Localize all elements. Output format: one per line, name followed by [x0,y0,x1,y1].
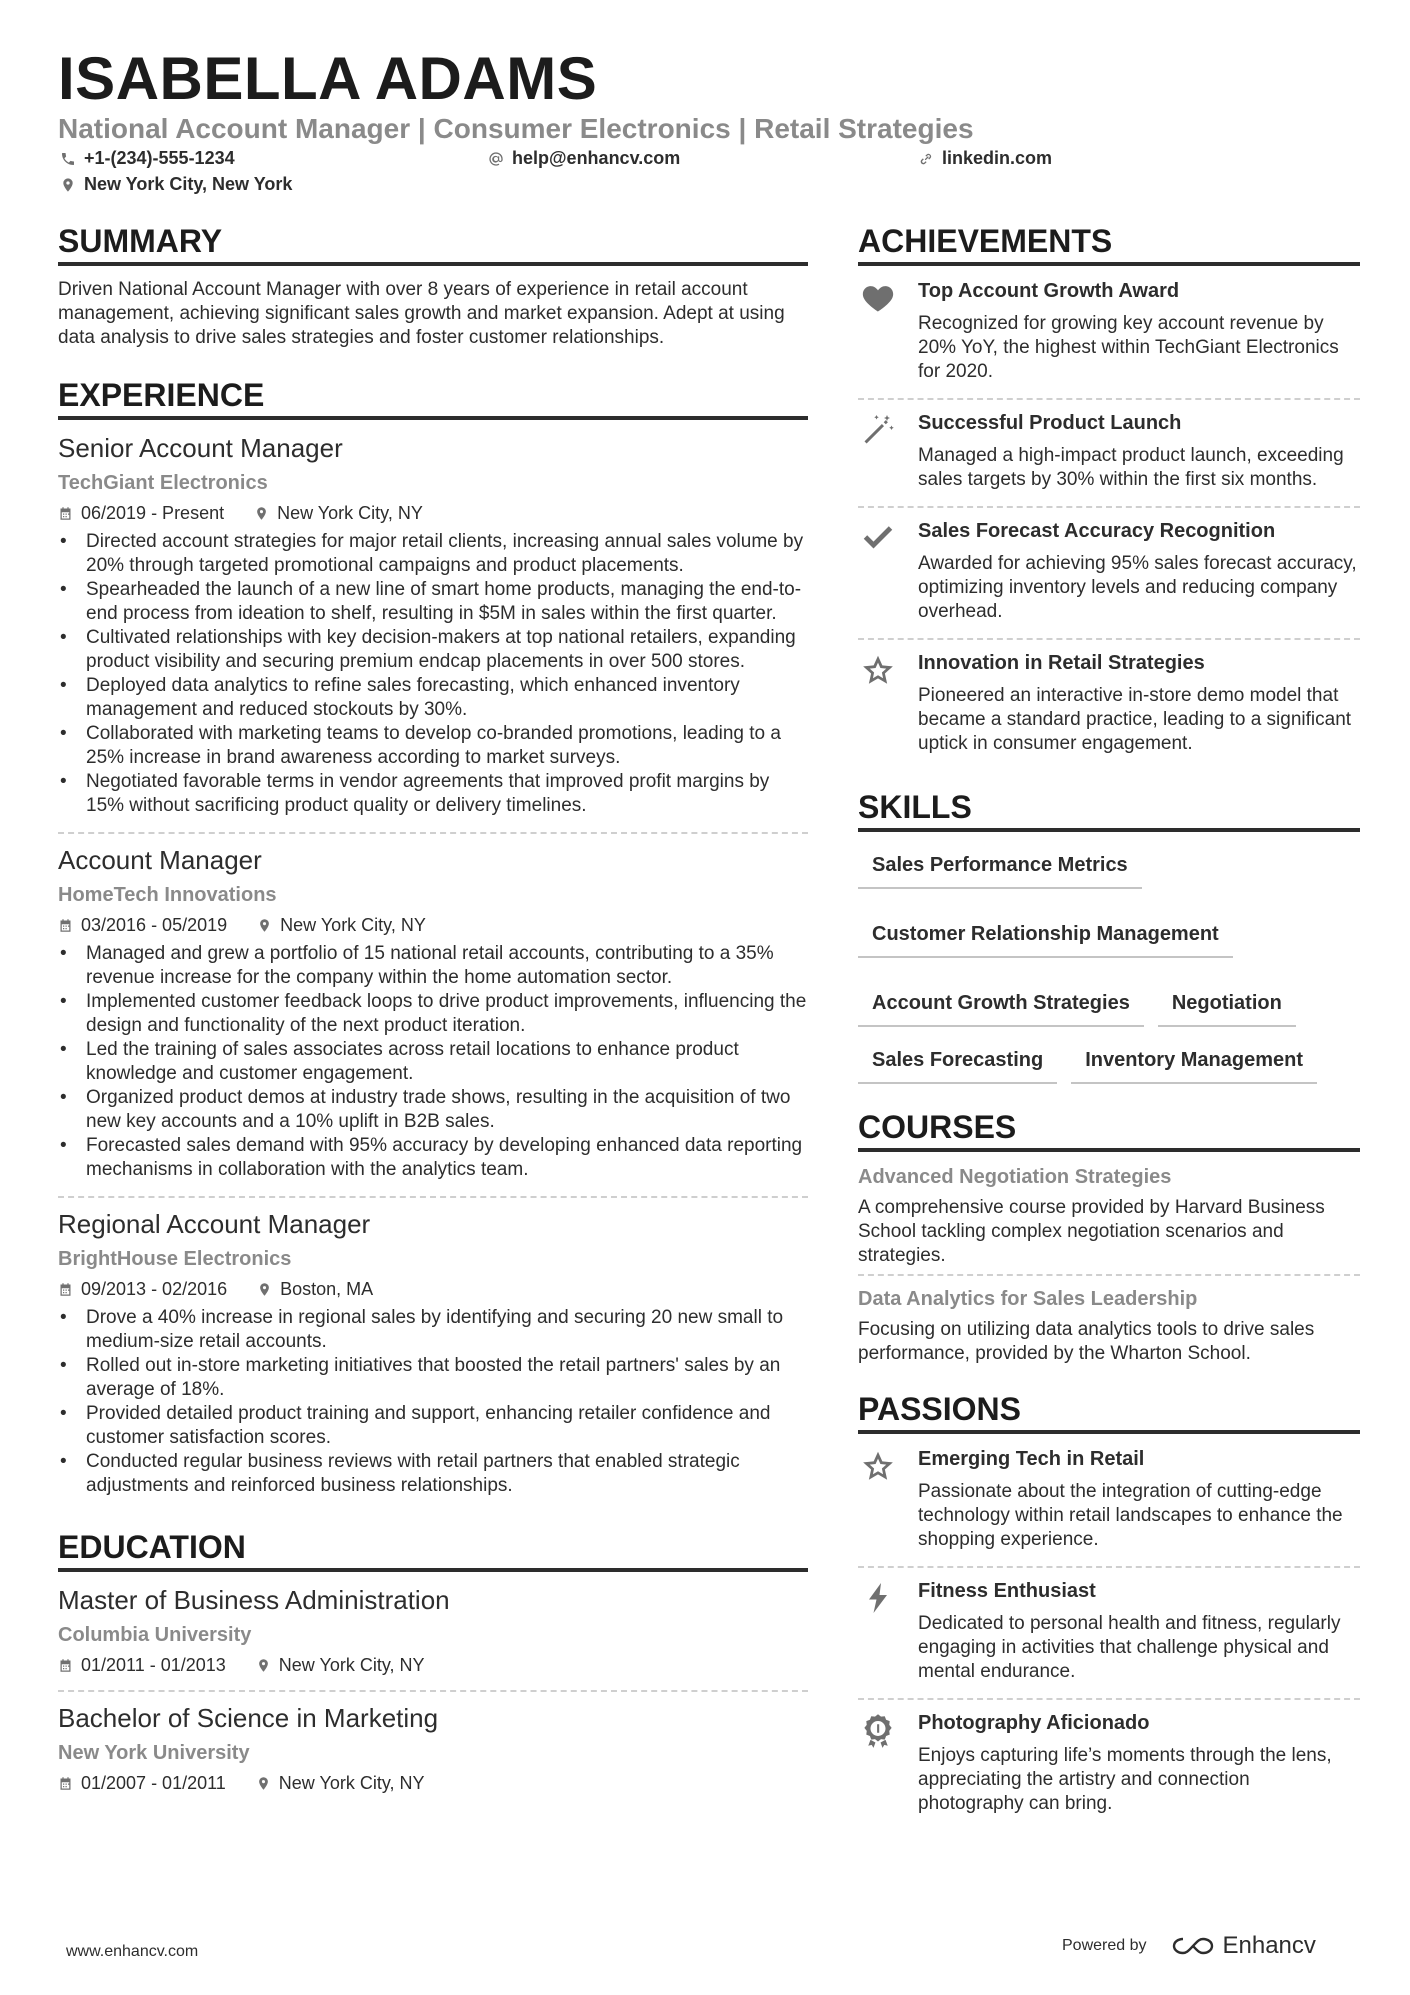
job-meta [58,914,808,936]
education-school: New York University [58,1742,250,1764]
achievement-item [858,650,1360,764]
education-location: New York City, NY [278,1655,425,1675]
skill-tag: Customer Relationship Management [858,913,1233,958]
education-title: EDUCATION [58,1528,808,1572]
achievement-item [858,410,1360,500]
link-icon [918,151,934,167]
skills-title: SKILLS [858,788,1360,832]
candidate-headline: National Account Manager | Consumer Electronics | Retail Strategies [58,113,974,144]
passion-item [858,1578,1360,1692]
course-desc: A comprehensive course provided by Harvard Business School tackling complex negotiation scenarios and strategies. [858,1197,1325,1266]
job-bullet: • Deployed data analytics to refine sales forecasting, which enhanced inventory management and reduced stockouts by 30%. [58,674,808,722]
phone-text: +1-(234)-555-1234 [84,148,235,168]
passion-desc: Enjoys capturing life’s moments through the lens, appreciating the artistry and connection photography can bring. [918,1745,1332,1814]
job-bullet: • Drove a 40% increase in regional sales by identifying and securing 20 new small to medium-size retail accounts. [58,1306,808,1354]
achievement-title: Sales Forecast Accuracy Recognition [918,520,1276,542]
job-bullet: • Led the training of sales associates across retail locations to enhance product knowledge and customer engagement. [58,1038,808,1086]
location-pin-icon [60,177,76,193]
brand-name: Enhancv [1222,1932,1316,1959]
contact-email[interactable] [488,148,680,169]
education-section [58,1528,808,1800]
star-icon [860,1448,896,1484]
achievement-title: Successful Product Launch [918,412,1182,434]
job-bullet: • Conducted regular business reviews with retail partners that enabled strategic adjustments and reinforced business relationships. [58,1450,808,1498]
passion-item [858,1446,1360,1560]
course-desc: Focusing on utilizing data analytics tools to drive sales performance, provided by the Wharton School. [858,1319,1315,1364]
email-text: help@enhancv.com [512,148,681,168]
divider [58,1196,808,1198]
divider [858,1566,1360,1568]
course-item [858,1286,1360,1366]
right-column [858,222,1360,1824]
job-bullet: • Directed account strategies for major retail clients, increasing annual sales volume by 20% through targeted promotional campaigns and product placements. [58,530,808,578]
contact-phone[interactable] [60,148,235,169]
achievement-item [858,278,1360,392]
education-meta [58,1654,808,1676]
job-company: TechGiant Electronics [58,472,268,494]
job-location: New York City, NY [277,503,423,523]
job-role: Senior Account Manager [58,433,343,463]
job-bullet: • Organized product demos at industry trade shows, resulting in the acquisition of two new key accounts and a 10% uplift in B2B sales. [58,1086,808,1134]
courses-section [858,1108,1360,1366]
skills-section [858,788,1360,1084]
education-degree: Master of Business Administration [58,1585,450,1615]
achievements-section [858,222,1360,764]
passions-section [858,1390,1360,1824]
job-bullet: • Provided detailed product training and support, enhancing retailer confidence and customer satisfaction scores. [58,1402,808,1450]
lightning-icon [860,1580,896,1616]
achievement-title: Innovation in Retail Strategies [918,652,1205,674]
location-pin-icon [257,918,272,933]
divider [858,398,1360,400]
calendar-icon [58,918,73,933]
achievement-item [858,518,1360,632]
skill-tag: Account Growth Strategies [858,982,1144,1027]
job-bullet: • Rolled out in-store marketing initiatives that boosted the retail partners' sales by an average of 18%. [58,1354,808,1402]
star-icon [860,652,896,688]
job-entry [58,1208,808,1504]
job-dates: 06/2019 - Present [81,503,225,523]
job-bullets [58,942,808,1182]
calendar-icon [58,1776,73,1791]
job-bullet: • Spearheaded the launch of a new line of smart home products, managing the end-to-end process from ideation to shelf, resulting in $5M in sales within the first quarter. [58,578,808,626]
contact-location [60,174,292,195]
achievement-desc: Managed a high-impact product launch, exceeding sales targets by 30% within the first six months. [918,445,1344,490]
job-meta [58,1278,808,1300]
heart-icon [860,280,896,316]
skill-tag: Inventory Management [1071,1039,1317,1084]
education-school: Columbia University [58,1624,252,1646]
passion-desc: Dedicated to personal health and fitness, regularly engaging in activities that challenge physical and mental endurance. [918,1613,1341,1682]
job-entry [58,432,808,824]
skill-tag: Sales Forecasting [858,1039,1057,1084]
experience-section [58,376,808,1504]
skill-tag: Negotiation [1158,982,1296,1027]
education-meta [58,1772,808,1794]
job-bullet: • Forecasted sales demand with 95% accuracy by developing enhanced data reporting mechanisms in collaboration with the analytics team. [58,1134,808,1182]
footer-website[interactable]: www.enhancv.com [66,1943,199,1960]
achievement-title: Top Account Growth Award [918,280,1180,302]
calendar-icon [58,1282,73,1297]
achievement-desc: Recognized for growing key account revenue by 20% YoY, the highest within TechGiant Electronics for 2020. [918,313,1339,382]
job-company: BrightHouse Electronics [58,1248,292,1270]
education-dates: 01/2011 - 01/2013 [81,1655,226,1675]
job-role: Account Manager [58,845,262,875]
checkmark-icon [860,520,896,556]
job-bullet: • Implemented customer feedback loops to drive product improvements, influencing the design and functionality of the next product iteration. [58,990,808,1038]
passion-item [858,1710,1360,1824]
job-bullet: • Cultivated relationships with key decision-makers at top national retailers, expanding product visibility and securing premium endcap placements in over 500 stores. [58,626,808,674]
job-bullets [58,1306,808,1498]
candidate-name: ISABELLA ADAMS [58,45,598,112]
location-pin-icon [256,1776,271,1791]
course-title: Advanced Negotiation Strategies [858,1166,1172,1188]
education-degree: Bachelor of Science in Marketing [58,1703,439,1733]
divider [58,832,808,834]
skills-list [858,844,1360,1084]
education-entry [58,1702,808,1800]
education-entry [58,1584,808,1682]
job-role: Regional Account Manager [58,1209,371,1239]
education-location: New York City, NY [278,1773,425,1793]
summary-section [58,222,808,350]
passion-desc: Passionate about the integration of cutting-edge technology within retail landscapes to enhance the shopping experience. [918,1481,1343,1550]
divider [858,638,1360,640]
contact-linkedin[interactable] [918,148,1052,169]
brand-logo[interactable] [1171,1932,1316,1960]
job-company: HomeTech Innovations [58,884,277,906]
job-meta [58,502,808,524]
job-bullet: • Collaborated with marketing teams to develop co-branded promotions, leading to a 25% increase in brand awareness according to market surveys. [58,722,808,770]
job-dates: 03/2016 - 05/2019 [81,915,228,935]
linkedin-text: linkedin.com [942,148,1053,168]
job-dates: 09/2013 - 02/2016 [81,1279,228,1299]
passion-title: Emerging Tech in Retail [918,1448,1145,1470]
experience-title: EXPERIENCE [58,376,808,420]
education-dates: 01/2007 - 01/2011 [81,1773,226,1793]
summary-title: SUMMARY [58,222,808,266]
medal-icon [860,1712,896,1748]
skill-tag: Sales Performance Metrics [858,844,1142,889]
at-icon [488,151,504,167]
location-pin-icon [256,1658,271,1673]
passion-title: Photography Aficionado [918,1712,1150,1734]
passion-title: Fitness Enthusiast [918,1580,1096,1602]
divider [58,1690,808,1692]
job-location: New York City, NY [280,915,426,935]
location-pin-icon [254,506,269,521]
left-column [58,222,808,1800]
job-bullets [58,530,808,818]
divider [858,1274,1360,1276]
enhancv-logo-icon [1171,1935,1215,1957]
course-title: Data Analytics for Sales Leadership [858,1288,1198,1310]
powered-by-label: Powered by [1062,1937,1147,1954]
course-item [858,1164,1360,1268]
job-bullet: • Negotiated favorable terms in vendor agreements that improved profit margins by 15% without sacrificing product quality or delivery timelines. [58,770,808,818]
achievement-desc: Pioneered an interactive in-store demo model that became a standard practice, leading to a significant uptick in consumer engagement. [918,685,1352,754]
job-bullet: • Managed and grew a portfolio of 15 national retail accounts, contributing to a 35% revenue increase for the company within the home automation sector. [58,942,808,990]
achievement-desc: Awarded for achieving 95% sales forecast accuracy, optimizing inventory levels and reducing company overhead. [918,553,1357,622]
divider [858,506,1360,508]
phone-icon [60,151,76,167]
footer-powered [1062,1932,1316,1960]
calendar-icon [58,1658,73,1673]
location-text: New York City, New York [84,174,293,194]
job-entry [58,844,808,1188]
courses-title: COURSES [858,1108,1360,1152]
calendar-icon [58,506,73,521]
divider [858,1698,1360,1700]
achievements-title: ACHIEVEMENTS [858,222,1360,266]
job-location: Boston, MA [280,1279,374,1299]
magic-wand-icon [860,412,896,448]
summary-text: Driven National Account Manager with over 8 years of experience in retail account management, achieving significant sales growth and market expansion. Adept at using data analysis to drive sales strategies and foster customer relationships. [58,279,785,348]
location-pin-icon [257,1282,272,1297]
passions-title: PASSIONS [858,1390,1360,1434]
